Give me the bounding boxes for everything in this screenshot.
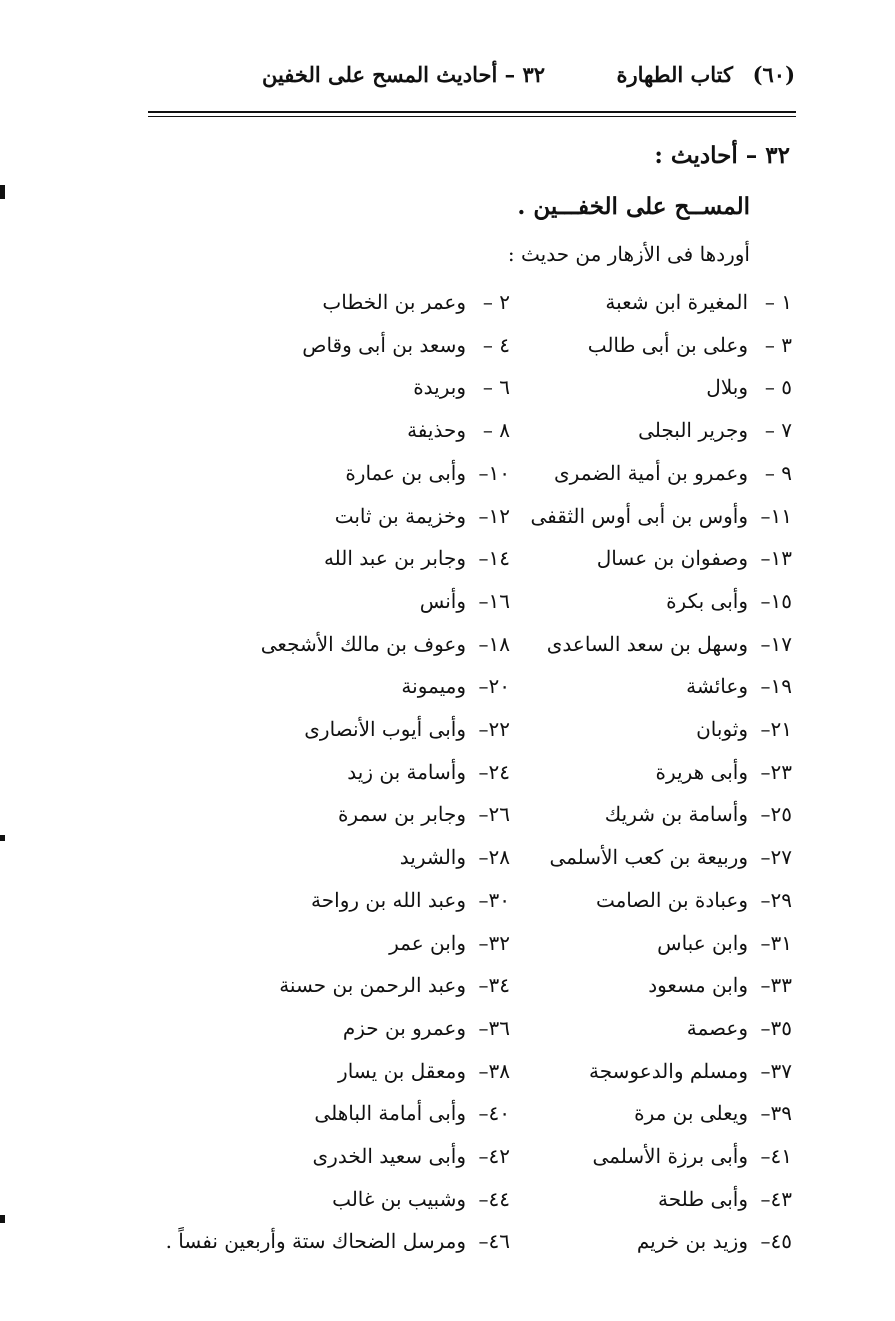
narrator-name: وعمرو بن حزم bbox=[342, 1016, 466, 1040]
narrator-number: ٣٤– bbox=[478, 973, 510, 997]
narrator-entry bbox=[554, 461, 792, 485]
section-subtitle: المســح على الخفـــين . bbox=[517, 193, 750, 220]
narrator-number: ٤٣– bbox=[760, 1187, 792, 1211]
narrator-name: وعائشة bbox=[686, 674, 748, 698]
narrator-name: وعلى بن أبى طالب bbox=[587, 333, 748, 357]
narrator-number: ١٩– bbox=[760, 674, 792, 698]
narrator-name: وعصمة bbox=[686, 1016, 748, 1040]
narrator-number: ٨ – bbox=[482, 418, 510, 442]
narrator-entry bbox=[687, 1016, 792, 1040]
narrator-row bbox=[0, 589, 895, 629]
narrator-number: ١٠– bbox=[478, 461, 510, 485]
narrator-entry bbox=[589, 1059, 792, 1083]
narrator-number: ٣٠– bbox=[478, 888, 510, 912]
narrator-entry bbox=[279, 973, 510, 997]
narrator-number: ١٤– bbox=[478, 546, 510, 570]
narrator-name: وعبادة بن الصامت bbox=[595, 888, 748, 912]
narrator-row bbox=[0, 1016, 895, 1056]
narrator-entry bbox=[605, 290, 792, 314]
header-rule-thick bbox=[148, 111, 796, 113]
narrator-name: وابن مسعود bbox=[648, 973, 748, 997]
narrator-row bbox=[0, 717, 895, 757]
narrator-row bbox=[0, 845, 895, 885]
narrator-name: وعبد الرحمن بن حسنة bbox=[279, 973, 466, 997]
narrator-entry bbox=[530, 504, 792, 528]
narrator-name: ويعلى بن مرة bbox=[634, 1101, 748, 1125]
narrator-number: ٤١– bbox=[760, 1144, 792, 1168]
narrator-entry bbox=[314, 1101, 510, 1125]
narrator-name: المغيرة ابن شعبة bbox=[605, 290, 748, 314]
narrator-number: ٢٢– bbox=[478, 717, 510, 741]
narrator-name: وأسامة بن زيد bbox=[347, 760, 466, 784]
narrator-number: ٣٧– bbox=[760, 1059, 792, 1083]
narrator-name: ومعقل بن يسار bbox=[338, 1059, 466, 1083]
narrator-number: ٣ – bbox=[764, 333, 792, 357]
narrator-row bbox=[0, 1101, 895, 1141]
narrator-entry bbox=[420, 589, 510, 613]
narrator-number: ١٣– bbox=[760, 546, 792, 570]
narrator-row bbox=[0, 674, 895, 714]
narrator-number: ٣٦– bbox=[478, 1016, 510, 1040]
narrator-name: وجرير البجلى bbox=[638, 418, 748, 442]
narrator-name: وشبيب بن غالب bbox=[332, 1187, 466, 1211]
narrator-entry bbox=[407, 418, 510, 442]
narrator-entry bbox=[549, 845, 792, 869]
narrator-entry bbox=[596, 888, 792, 912]
narrator-entry bbox=[389, 931, 510, 955]
narrator-number: ٤٤– bbox=[478, 1187, 510, 1211]
narrator-number: ٣٢– bbox=[478, 931, 510, 955]
narrator-name: وصفوان بن عسال bbox=[596, 546, 748, 570]
narrator-name: وأبى سعيد الخدرى bbox=[312, 1144, 466, 1168]
narrator-number: ١٢– bbox=[478, 504, 510, 528]
narrator-entry bbox=[313, 1144, 510, 1168]
narrator-number: ٤٠– bbox=[478, 1101, 510, 1125]
narrator-entry bbox=[706, 375, 792, 399]
narrator-row bbox=[0, 888, 895, 928]
narrator-entry bbox=[666, 589, 792, 613]
narrator-number: ٩ – bbox=[764, 461, 792, 485]
section-intro: أوردها فى الأزهار من حديث : bbox=[507, 242, 750, 266]
narrator-name: وزيد بن خريم bbox=[636, 1229, 748, 1253]
narrator-entry bbox=[593, 1144, 792, 1168]
narrator-entry bbox=[322, 290, 510, 314]
narrator-name: ومرسل الضحاك ستة وأربعين نفساً . bbox=[165, 1229, 466, 1253]
narrator-number: ٢١– bbox=[760, 717, 792, 741]
narrator-name: وربيعة بن كعب الأسلمى bbox=[549, 845, 748, 869]
narrator-entry bbox=[324, 546, 510, 570]
narrator-name: وأبى برزة الأسلمى bbox=[592, 1144, 748, 1168]
narrator-entry bbox=[686, 674, 792, 698]
narrator-number: ٢٧– bbox=[760, 845, 792, 869]
narrator-name: وأبى هريرة bbox=[655, 760, 748, 784]
narrator-row bbox=[0, 1059, 895, 1099]
narrator-entry bbox=[401, 674, 510, 698]
narrator-entry bbox=[332, 1187, 510, 1211]
narrator-entry bbox=[335, 504, 510, 528]
narrator-name: وثوبان bbox=[696, 717, 748, 741]
narrator-number: ٣٨– bbox=[478, 1059, 510, 1083]
narrator-number: ٧ – bbox=[764, 418, 792, 442]
narrator-number: ٣٣– bbox=[760, 973, 792, 997]
narrator-number: ١١– bbox=[760, 504, 792, 528]
narrator-name: وخزيمة بن ثابت bbox=[334, 504, 466, 528]
narrator-entry bbox=[634, 1101, 792, 1125]
narrator-entry bbox=[400, 845, 510, 869]
narrator-name: وبلال bbox=[706, 375, 748, 399]
running-header bbox=[240, 62, 795, 102]
narrator-name: وأسامة بن شريك bbox=[604, 802, 748, 826]
narrator-number: ٢٨– bbox=[478, 845, 510, 869]
narrator-name: وابن عمر bbox=[389, 931, 466, 955]
narrator-name: ومسلم والدعوسجة bbox=[589, 1059, 748, 1083]
narrator-entry bbox=[656, 760, 792, 784]
narrator-row bbox=[0, 333, 895, 373]
narrator-name: وأبى بن عمارة bbox=[345, 461, 466, 485]
narrator-name: وسهل بن سعد الساعدى bbox=[546, 632, 748, 656]
narrator-entry bbox=[345, 461, 510, 485]
narrator-number: ٤٦– bbox=[478, 1229, 510, 1253]
narrator-number: ٢٩– bbox=[760, 888, 792, 912]
narrator-entry bbox=[338, 802, 510, 826]
narrator-entry bbox=[696, 717, 792, 741]
narrator-entry bbox=[597, 546, 792, 570]
narrator-name: وجابر بن عبد الله bbox=[323, 546, 466, 570]
narrator-number: ١٨– bbox=[478, 632, 510, 656]
narrator-row bbox=[0, 546, 895, 586]
narrator-number: ٢٤– bbox=[478, 760, 510, 784]
narrator-number: ٢ – bbox=[482, 290, 510, 314]
page-number: (٦٠) bbox=[752, 62, 795, 87]
narrator-number: ٤٢– bbox=[478, 1144, 510, 1168]
narrator-entry bbox=[347, 760, 510, 784]
narrator-entry bbox=[413, 375, 510, 399]
narrator-entry bbox=[657, 931, 792, 955]
narrator-name: وأبى أمامة الباهلى bbox=[314, 1101, 466, 1125]
narrator-number: ١٧– bbox=[760, 632, 792, 656]
narrator-row bbox=[0, 461, 895, 501]
narrator-entry bbox=[166, 1229, 510, 1253]
narrator-entry bbox=[658, 1187, 792, 1211]
narrator-entry bbox=[343, 1016, 510, 1040]
narrator-name: وابن عباس bbox=[657, 931, 748, 955]
narrator-entry bbox=[311, 888, 510, 912]
narrator-name: وعمر بن الخطاب bbox=[322, 290, 466, 314]
narrator-entry bbox=[261, 632, 510, 656]
narrator-entry bbox=[588, 333, 792, 357]
narrator-number: ٢٠– bbox=[478, 674, 510, 698]
narrator-row bbox=[0, 760, 895, 800]
narrator-name: وأنس bbox=[419, 589, 466, 613]
narrator-number: ١٦– bbox=[478, 589, 510, 613]
narrator-name: وحذيفة bbox=[407, 418, 466, 442]
narrator-number: ٣١– bbox=[760, 931, 792, 955]
narrator-row bbox=[0, 931, 895, 971]
narrator-row bbox=[0, 1229, 895, 1269]
narrator-number: ٣٩– bbox=[760, 1101, 792, 1125]
narrator-number: ٤٥– bbox=[760, 1229, 792, 1253]
narrator-name: وعبد الله بن رواحة bbox=[311, 888, 466, 912]
narrator-number: ١ – bbox=[764, 290, 792, 314]
narrator-entry bbox=[637, 1229, 792, 1253]
chapter-title: ٣٢ – أحاديث المسح على الخفين bbox=[261, 62, 545, 87]
narrator-number: ٦ – bbox=[482, 375, 510, 399]
narrator-name: وأبى أيوب الأنصارى bbox=[304, 717, 466, 741]
narrator-row bbox=[0, 375, 895, 415]
header-rule-thin bbox=[148, 116, 796, 117]
narrator-entry bbox=[304, 717, 510, 741]
narrator-entry bbox=[638, 418, 792, 442]
narrator-name: والشريد bbox=[399, 845, 466, 869]
narrator-row bbox=[0, 418, 895, 458]
narrator-row bbox=[0, 632, 895, 672]
narrator-number: ٣٥– bbox=[760, 1016, 792, 1040]
narrator-entry bbox=[648, 973, 792, 997]
narrator-row bbox=[0, 504, 895, 544]
narrator-number: ٢٣– bbox=[760, 760, 792, 784]
narrator-entry bbox=[547, 632, 792, 656]
narrator-row bbox=[0, 1187, 895, 1227]
section-title: ٣٢ – أحاديث : bbox=[654, 142, 790, 169]
narrator-number: ٤ – bbox=[482, 333, 510, 357]
narrator-name: وعوف بن مالك الأشجعى bbox=[260, 632, 466, 656]
narrator-row bbox=[0, 290, 895, 330]
narrator-number: ١٥– bbox=[760, 589, 792, 613]
narrator-entry bbox=[338, 1059, 510, 1083]
narrator-entry bbox=[302, 333, 510, 357]
narrator-row bbox=[0, 973, 895, 1013]
margin-mark bbox=[0, 185, 5, 199]
narrator-number: ٢٥– bbox=[760, 802, 792, 826]
narrator-name: وميمونة bbox=[401, 674, 466, 698]
narrator-name: وجابر بن سمرة bbox=[337, 802, 466, 826]
narrator-row bbox=[0, 1144, 895, 1184]
narrator-name: وأبى طلحة bbox=[658, 1187, 748, 1211]
narrator-name: وبريدة bbox=[413, 375, 466, 399]
narrator-number: ٢٦– bbox=[478, 802, 510, 826]
book-title: كتاب الطهارة bbox=[616, 62, 733, 87]
narrator-name: وأوس بن أبى أوس الثقفى bbox=[530, 504, 748, 528]
narrator-entry bbox=[605, 802, 792, 826]
narrator-row bbox=[0, 802, 895, 842]
narrator-number: ٥ – bbox=[764, 375, 792, 399]
narrator-name: وسعد بن أبى وقاص bbox=[302, 333, 466, 357]
narrator-name: وأبى بكرة bbox=[666, 589, 748, 613]
narrator-name: وعمرو بن أمية الضمرى bbox=[554, 461, 748, 485]
